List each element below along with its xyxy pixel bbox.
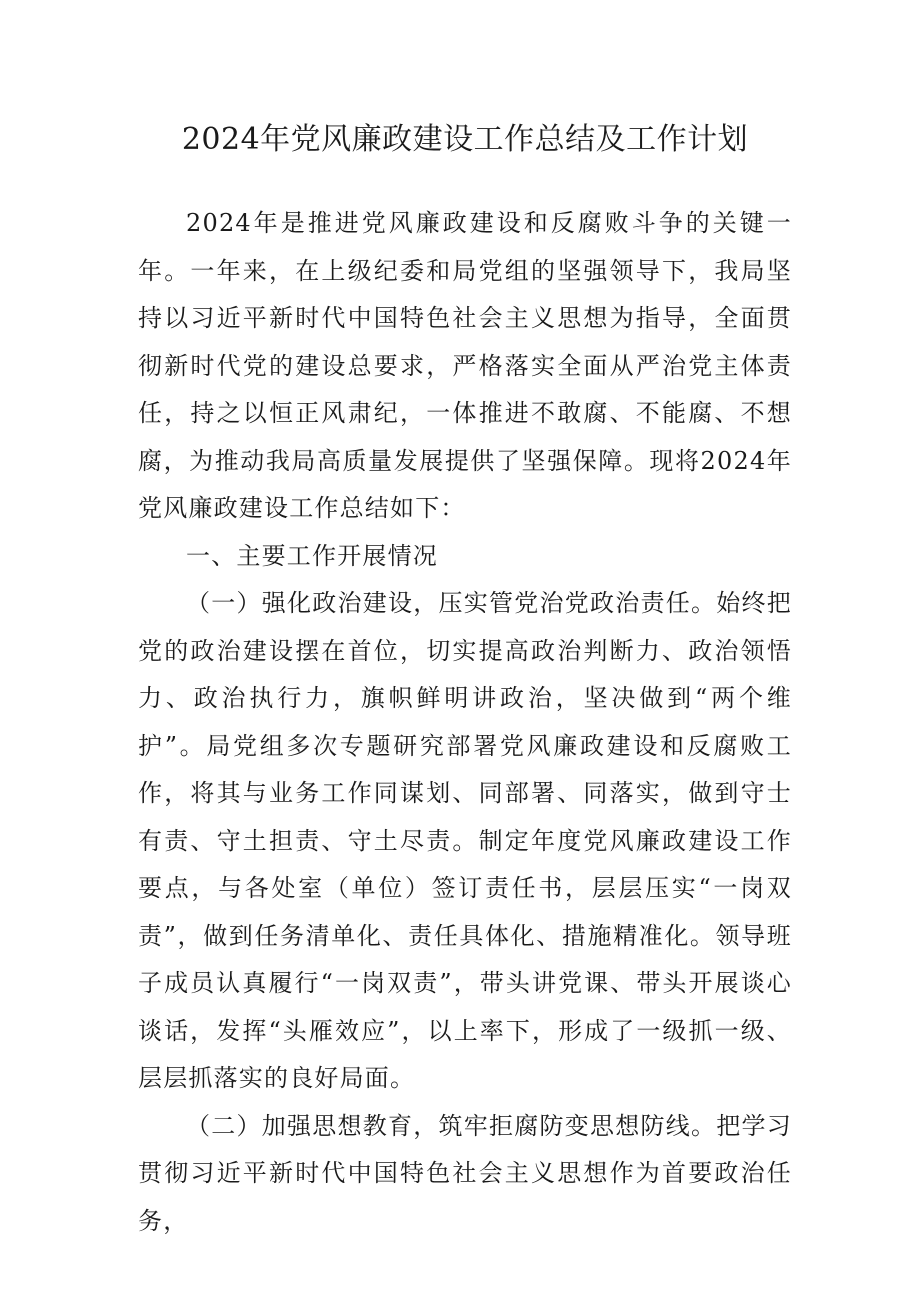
intro-paragraph: 2024年是推进党风廉政建设和反腐败斗争的关键一年。一年来，在上级纪委和局党组的坚强领导下，我局坚持以习近平新时代中国特色社会主义思想为指导，全面贯彻新时代党的建设总要求，严格落实全面从严治党主体责任，持之以恒正风肃纪，一体推进不敢腐、不能腐、不想腐，为推动我局高质量发展提供了坚强保障。现将2024年党风廉政建设工作总结如下： (138, 209, 792, 522)
body-paragraph-1: （一）强化政治建设，压实管党治党政治责任。始终把党的政治建设摆在首位，切实提高政治判断力、政治领悟力、政治执行力，旗帜鲜明讲政治，坚决做到“两个维护”。局党组多次专题研究部署党风廉政建设和反腐败工作，将其与业务工作同谋划、同部署、同落实，做到守士有责、守土担责、守土尽责。制定年度党风廉政建设工作要点，与各处室（单位）签订责任书，层层压实“一岗双责”，做到任务清单化、责任具体化、措施精准化。领导班子成员认真履行“一岗双责”，带头讲党课、带头开展谈心谈话，发挥“头雁效应”，以上率下，形成了一级抓一级、层层抓落实的良好局面。 (138, 589, 792, 1092)
section-heading: 一、主要工作开展情况 (186, 541, 438, 570)
document-title: 2024年党风廉政建设工作总结及工作计划 (181, 122, 749, 157)
body-paragraph-2: （二）加强思想教育，筑牢拒腐防变思想防线。把学习贯彻习近平新时代中国特色社会主义思想作为首要政治任务， (138, 1111, 792, 1235)
